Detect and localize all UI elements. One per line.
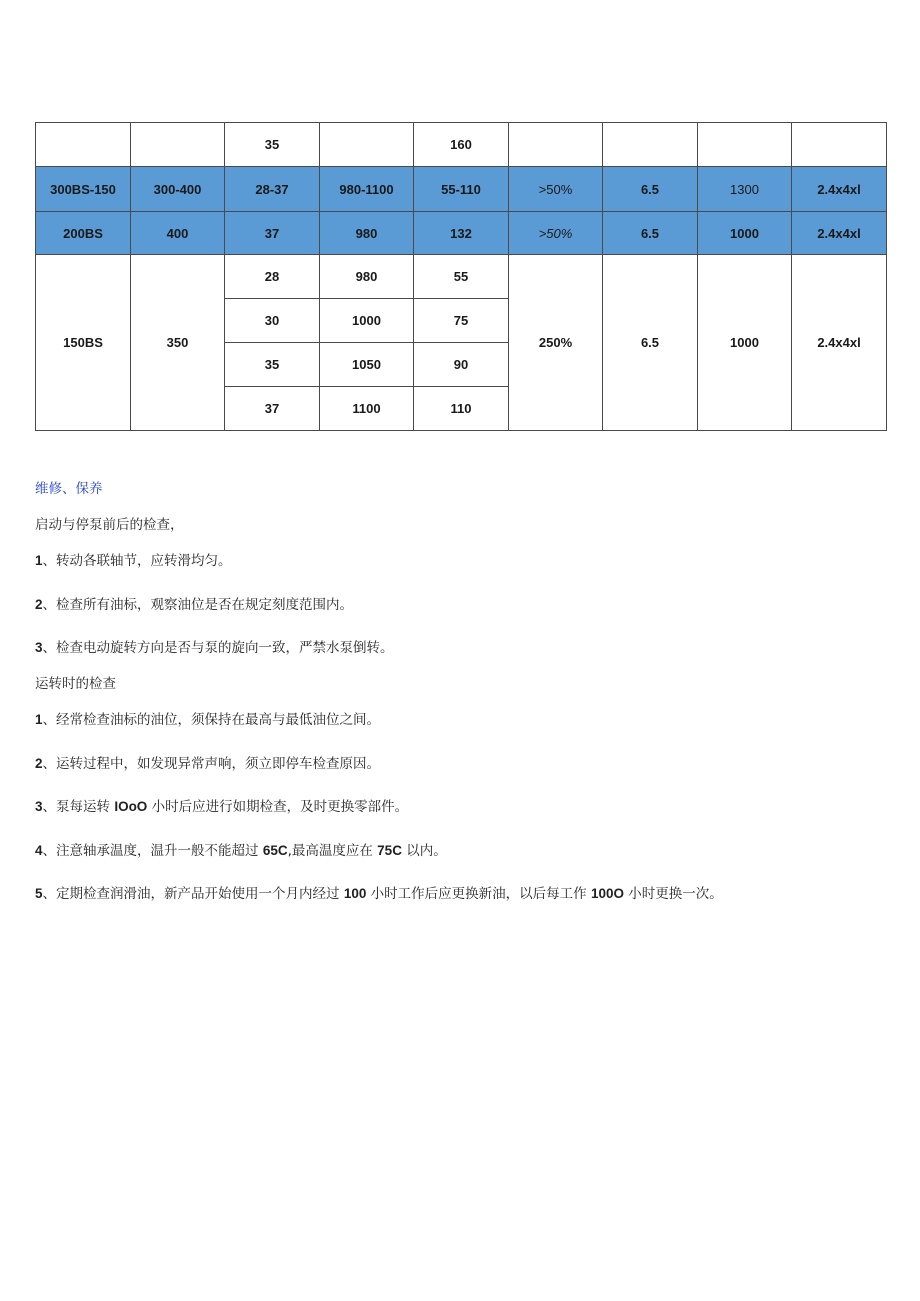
table-cell bbox=[131, 123, 225, 167]
list-item: 1、转动各联轴节，应转滑均匀。 bbox=[35, 553, 232, 569]
list-item: 5、定期检查润滑油，新产品开始使用一个月内经过 100 小时工作后应更换新油，以后每工作 100O 小时更换一次。 bbox=[35, 886, 723, 902]
table-cell: 250% bbox=[509, 255, 603, 431]
table-cell: 980 bbox=[320, 255, 414, 299]
table-cell: 6.5 bbox=[603, 212, 698, 255]
table-cell: >50% bbox=[509, 212, 603, 255]
table-row-150bs bbox=[36, 255, 887, 299]
model-cell: 200BS bbox=[36, 212, 131, 255]
table-cell: 2.4x4xl bbox=[792, 255, 887, 431]
table-cell: 55-110 bbox=[414, 167, 509, 212]
table-row bbox=[36, 123, 887, 167]
table-cell: 110 bbox=[414, 387, 509, 431]
table-row-300bs bbox=[36, 167, 887, 212]
table-cell bbox=[698, 123, 792, 167]
table-cell: 35 bbox=[225, 343, 320, 387]
pump-spec-table bbox=[35, 122, 887, 431]
table-cell bbox=[509, 123, 603, 167]
model-cell: 300BS-150 bbox=[36, 167, 131, 212]
list-item: 3、检查电动旋转方向是否与泵的旋向一致，严禁水泵倒转。 bbox=[35, 640, 394, 656]
table-cell: 90 bbox=[414, 343, 509, 387]
table-cell: 350 bbox=[131, 255, 225, 431]
table-cell bbox=[320, 123, 414, 167]
table-cell: 37 bbox=[225, 387, 320, 431]
table-cell bbox=[603, 123, 698, 167]
table-cell: 400 bbox=[131, 212, 225, 255]
table-cell: 28 bbox=[225, 255, 320, 299]
maintenance-section bbox=[35, 478, 895, 927]
table-cell: >50% bbox=[509, 167, 603, 212]
table-cell: 6.5 bbox=[603, 255, 698, 431]
table-cell: 75 bbox=[414, 299, 509, 343]
table-cell: 1300 bbox=[698, 167, 792, 212]
table-cell: 1050 bbox=[320, 343, 414, 387]
table-cell: 300-400 bbox=[131, 167, 225, 212]
table-cell: 30 bbox=[225, 299, 320, 343]
list-item: 4、注意轴承温度，温升一般不能超过 65C,最高温度应在 75C 以内。 bbox=[35, 842, 447, 859]
table-cell: 1000 bbox=[698, 212, 792, 255]
table-cell: 55 bbox=[414, 255, 509, 299]
table-cell: 132 bbox=[414, 212, 509, 255]
list-item: 2、检查所有油标，观察油位是否在规定刻度范围内。 bbox=[35, 596, 354, 613]
subsection-title: 运转时的检查 bbox=[35, 676, 116, 692]
table-cell bbox=[792, 123, 887, 167]
table-cell: 980 bbox=[320, 212, 414, 255]
table-cell: 1000 bbox=[320, 299, 414, 343]
list-item: 2、运转过程中，如发现异常声响，须立即停车检查原因。 bbox=[35, 755, 381, 772]
table-cell bbox=[36, 123, 131, 167]
section-heading: 维修、保养 bbox=[35, 481, 103, 497]
model-cell: 150BS bbox=[36, 255, 131, 431]
table-cell: 160 bbox=[414, 123, 509, 167]
table-cell: 2.4x4xl bbox=[792, 212, 887, 255]
table-cell: 1000 bbox=[698, 255, 792, 431]
table-cell: 35 bbox=[225, 123, 320, 167]
subsection-title: 启动与停泵前后的检查， bbox=[35, 517, 184, 533]
list-item: 1、经常检查油标的油位，须保持在最高与最低油位之间。 bbox=[35, 712, 381, 728]
table-cell: 37 bbox=[225, 212, 320, 255]
table-cell: 6.5 bbox=[603, 167, 698, 212]
table-cell: 28-37 bbox=[225, 167, 320, 212]
table-cell: 1100 bbox=[320, 387, 414, 431]
table-cell: 2.4x4xl bbox=[792, 167, 887, 212]
list-item: 3、泵每运转 IOoO 小时后应进行如期检查，及时更换零部件。 bbox=[35, 799, 409, 815]
table-row-200bs bbox=[36, 212, 887, 255]
table-cell: 980-1100 bbox=[320, 167, 414, 212]
